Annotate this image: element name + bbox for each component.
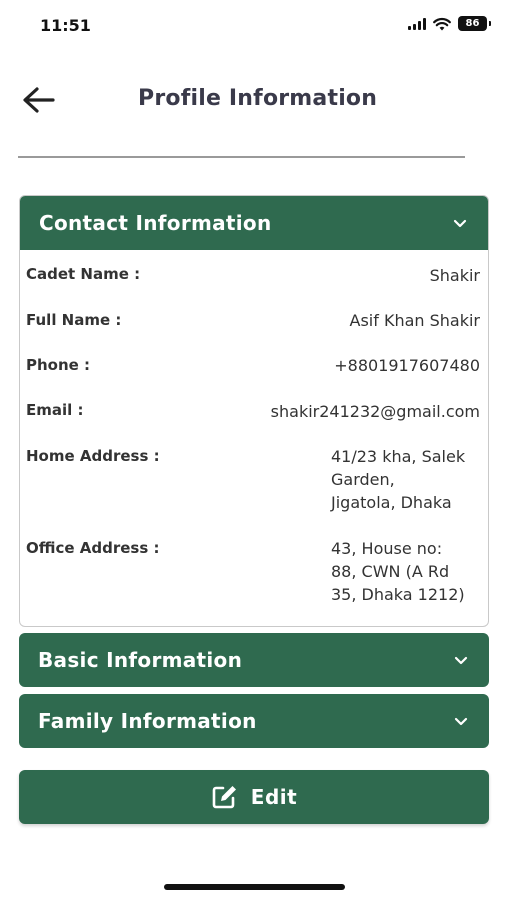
home-address-value bbox=[331, 445, 486, 514]
office-address-value bbox=[331, 537, 486, 606]
office-address-label: Office Address : bbox=[26, 539, 160, 557]
office-address-line: 35, Dhaka 1212) bbox=[331, 585, 465, 604]
family-information-header[interactable] bbox=[19, 694, 489, 748]
battery-level: 86 bbox=[465, 18, 480, 29]
basic-information-section bbox=[19, 633, 489, 687]
cadet-name-label: Cadet Name : bbox=[26, 265, 141, 283]
phone-label: Phone : bbox=[26, 356, 91, 374]
section-title: Basic Information bbox=[38, 648, 243, 672]
back-button[interactable] bbox=[20, 84, 58, 116]
home-indicator[interactable] bbox=[164, 884, 345, 890]
email-value: shakir241232@gmail.com bbox=[270, 402, 480, 421]
section-title: Family Information bbox=[38, 709, 257, 733]
contact-information-header[interactable] bbox=[20, 196, 488, 250]
cadet-name-value: Shakir bbox=[429, 266, 480, 285]
edit-icon bbox=[211, 784, 239, 810]
office-address-line: 88, CWN (A Rd bbox=[331, 562, 450, 581]
full-name-label: Full Name : bbox=[26, 311, 122, 329]
edit-button-label: Edit bbox=[250, 785, 298, 809]
wifi-icon bbox=[433, 17, 451, 31]
chevron-down-icon bbox=[452, 712, 470, 730]
home-address-line: Jigatola, Dhaka bbox=[331, 493, 452, 512]
chevron-down-icon bbox=[451, 214, 469, 232]
home-address-line: Garden, bbox=[331, 470, 395, 489]
contact-information-section bbox=[19, 195, 489, 627]
family-information-section bbox=[19, 694, 489, 748]
edit-button[interactable] bbox=[19, 770, 489, 824]
basic-information-header[interactable] bbox=[19, 633, 489, 687]
home-address-label: Home Address : bbox=[26, 447, 160, 465]
page-title: Profile Information bbox=[138, 86, 378, 111]
contact-information-body bbox=[20, 250, 488, 626]
section-title: Contact Information bbox=[39, 211, 272, 235]
home-address-line: 41/23 kha, Salek bbox=[331, 447, 466, 466]
full-name-value: Asif Khan Shakir bbox=[349, 311, 480, 330]
header-divider bbox=[18, 156, 465, 158]
office-address-line: 43, House no: bbox=[331, 539, 443, 558]
phone-value: +8801917607480 bbox=[334, 356, 480, 375]
email-label: Email : bbox=[26, 401, 84, 419]
status-icons bbox=[408, 16, 487, 31]
status-time: 11:51 bbox=[40, 16, 91, 35]
battery-icon bbox=[458, 16, 487, 31]
signal-icon bbox=[408, 17, 426, 30]
arrow-left-icon bbox=[20, 84, 58, 116]
chevron-down-icon bbox=[452, 651, 470, 669]
